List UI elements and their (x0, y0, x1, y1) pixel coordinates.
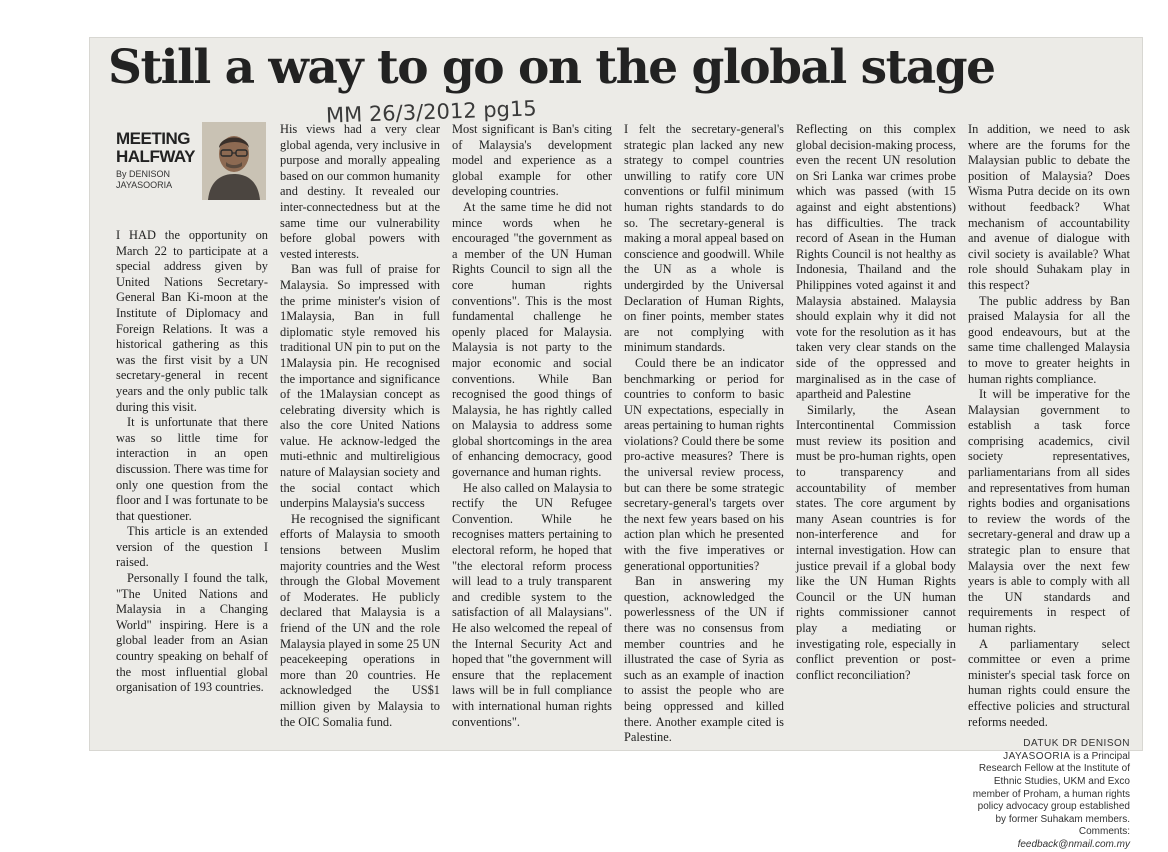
article-paragraph: This article is an extended version of the question I raised. (116, 524, 268, 570)
article-paragraph: Ban in answering my question, acknowledged the powerlessness of the UN if there was no consensus from member countries and he illustrated the case of Syria as such as an example of inaction to assist the people who are being oppressed and killed there. Another example cited is Palestine. (624, 574, 784, 745)
headline: Still a way to go on the global stage (108, 40, 995, 95)
author-name: DATUK DR DENISON JAYASOORIA (1003, 738, 1130, 762)
article-paragraph: The public address by Ban praised Malaysia for all the good endeavours, but at the same time challenged Malaysia to move to greater heights in human rights compliance. (968, 293, 1130, 386)
article-paragraph: In addition, we need to ask where are the forums for the Malaysian public to debate the position of Malaysia? Does Wisma Putra decide on its own without feedback? What mechanism of accountability and avenue of dialogue with civil society is available? What role should Suhakam play in this respect? (968, 122, 1130, 292)
article-paragraph: Most significant is Ban's citing of Malaysia's development model and experience as a global example for other developing countries. (452, 122, 612, 199)
article-paragraph: He recognised the significant efforts of Malaysia to smooth tensions between Muslim majority countries and the West through the Global Movement of Moderates. He publicly declared that Malaysia is a friend of the UN and the role Malaysia played in some 25 UN peacekeeping operations in more than 20 countries. He acknowledged the US$1 million given by Malaysia to the OIC Somalia fund. (280, 511, 441, 729)
author-bio (968, 738, 1130, 851)
newspaper-clipping (90, 38, 1142, 850)
feedback-email: feedback@nmail.com.my (1017, 838, 1130, 850)
author-portrait-icon (202, 122, 266, 200)
article-paragraph: I felt the secretary-general's strategic plan lacked any new strategy to compel countries unwilling to ratify core UN conventions or fulfil minimum human rights standards to do so. The secretary-general is making a moral appeal based on conscience and goodwill. While the UN as a whole is undergirded by the Universal Declaration of Human Rights, on finer points, member states are not complying with minimum standards. (624, 122, 784, 355)
column-kicker: MEETING HALFWAY (116, 129, 195, 166)
article-paragraph: His views had a very clear global agenda, very inclusive in purpose and morally appealing based on our common humanity and destiny. It revealed our inter-connectedness but at the same time our vulnerability before global powers with vested interests. (280, 122, 440, 261)
article-paragraph: At the same time he did not mince words when he encouraged "the government as a member of the UN Human Rights Council to sign all the core human rights conventions". This is the most fundamental challenge he openly placed for Malaysia. Malaysia is not party to the major economic and social conventions. While Ban recognised the good things of Malaysia, he has rightly called on Malaysia to address some global shortcomings in the area of enhancing democracy, good governance and human rights. (452, 199, 612, 480)
article-paragraph: He also called on Malaysia to rectify the UN Refugee Convention. While he recognises matters pertaining to electoral reform, he hoped that "the electoral reform process will lead to a truly transparent and credible system to the satisfaction of all Malaysians". He also welcomed the repeal of the Internal Security Act and hoped that "the government will ensure that the replacement laws will be in full compliance with international human rights conventions". (452, 480, 612, 729)
author-bio-text: is a Principal Research Fellow at the Institute of Ethnic Studies, UKM and Exco member of Proham, a human rights policy advocacy group established by former Suhakam members. (972, 750, 1130, 825)
article-paragraph: Similarly, the Asean Intercontinental Commission must review its position and must be pro-human rights, open to transparency and accountability of member states. The core argument by many Asean countries is for non-interference and for internal investigation. How can justice prevail if a global body like the UN Human Rights Council or the UN human rights commissioner cannot play a mediating or investigating role, especially in conflict prevention or post-conflict reconciliation? (796, 402, 956, 682)
article-paragraph: A parliamentary select committee or even a prime minister's special task force on human rights could ensure the effective policies and structural reforms needed. (968, 636, 1130, 729)
article-column-4 (624, 122, 784, 746)
author-photo (202, 122, 266, 200)
article-column-6 (968, 122, 1130, 852)
article-paragraph: It is unfortunate that there was so little time for interaction in an open discussion. There was time for only one question from the floor and I was fortunate to be that questioner. (116, 415, 268, 523)
article-column-1 (116, 228, 268, 696)
article-paragraph: Personally I found the talk, "The United Nations and Malaysia in a Changing World" inspiring. Here is a global leader from an Asian country speaking on behalf of the most influential global organisation of 193 countries. (116, 571, 268, 695)
comments-label: Comments: (1078, 826, 1130, 838)
author-byline: By DENISON JAYASOORIA (116, 169, 173, 190)
article-paragraph: I HAD the opportunity on March 22 to participate at a special address given by United Nations Secretary-General Ban Ki-moon at the Institute of Diplomacy and Foreign Relations. It was a historical gathering as this was the first visit by a UN secretary-general in recent years and the only public talk during this visit. (116, 228, 268, 414)
handwritten-note: MM 26/3/2012 pg15 (325, 96, 538, 128)
article-paragraph: Reflecting on this complex global decision-making process, even the recent UN resolution on Sri Lanka war crimes probe which was passed (with 15 against and eight abstentions) has difficulties. The track record of Asean in the Human Rights Council is not healthy as Indonesia, Thailand and the Philippines voted against it and Malaysia abstained. Malaysia should explain why it did not vote for the resolution as it has taken very clear stands on the side of the oppressed and marginalised as in the case of apartheid and Palestine (796, 122, 957, 402)
article-column-5 (796, 122, 956, 683)
article-paragraph: Ban was full of praise for Malaysia. So impressed with the prime minister's vision of 1Malaysia, Ban in full diplomatic style removed his traditional UN pin to put on the 1Malaysia pin. He recognised the importance and significance of the 1Malaysian concept as celebrating diversity which is also the core United Nations value. He acknow-ledged the muti-ethnic and multireligious nature of Malaysian society and the social contact which underpins Malaysia's success (280, 262, 440, 511)
article-column-3 (452, 122, 612, 730)
article-paragraph: It will be imperative for the Malaysian government to establish a task force comprising academics, civil society representatives, parliamentarians from all sides and representatives from human rights bodies and organisations to review the words of the secretary-general and draw up a strategic plan to ensure that Malaysia over the next few years is able to comply with all the UN standards and requirements in respect of human rights. (968, 387, 1130, 635)
article-paragraph: Could there be an indicator benchmarking or period for countries to conform to basic UN expectations, especially in areas pertaining to human rights violations? Could there be some pro-active measures? There is the universal review process, but can there be some strategic secretary-general's targets over the next few years based on his action plan which he presented with the five imperatives or generational opportunities? (624, 355, 784, 573)
article-column-2 (280, 122, 440, 730)
